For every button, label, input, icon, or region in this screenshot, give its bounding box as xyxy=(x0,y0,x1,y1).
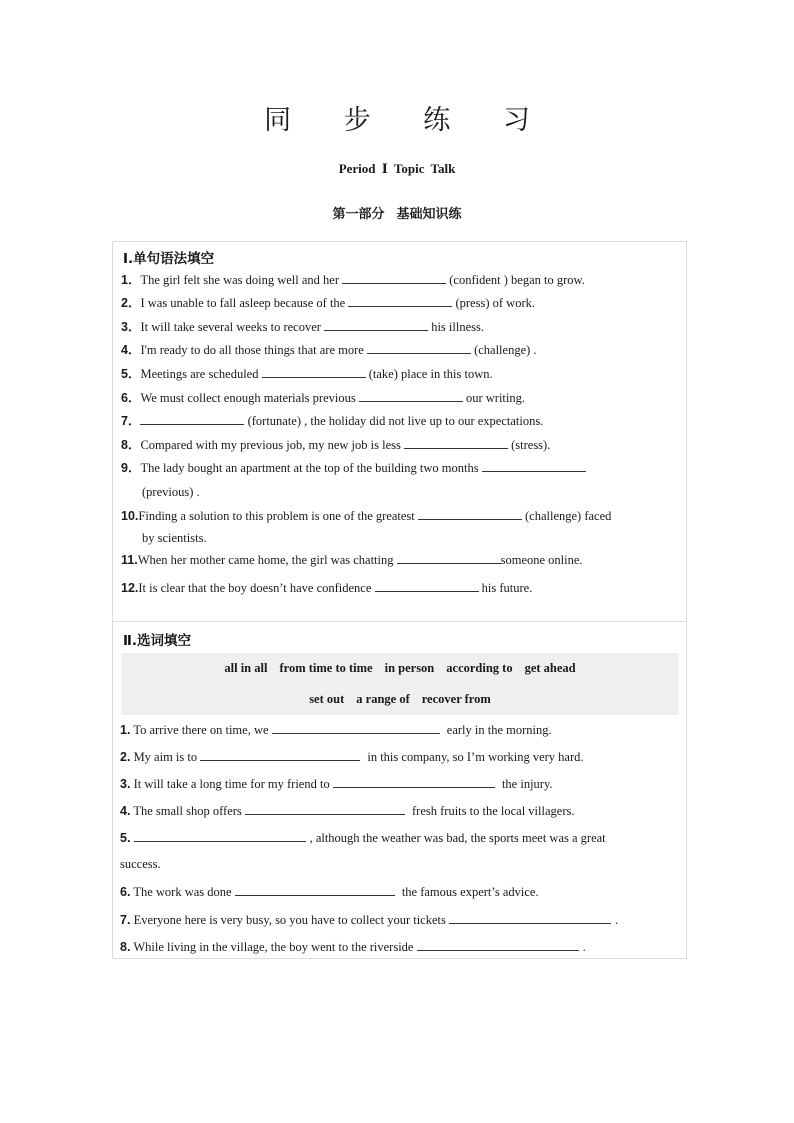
question-text: (confident ) began to grow. xyxy=(446,273,585,287)
question-number: 9． xyxy=(121,461,141,475)
section-heading: Ⅰ.单句语法填空 xyxy=(123,251,215,267)
answer-blank[interactable] xyxy=(140,410,244,425)
word-bank-row xyxy=(121,661,679,676)
question-text: It is clear that the boy doesn’t have confidence xyxy=(138,581,375,595)
question-number: 3． xyxy=(121,320,141,334)
question-text: , although the weather was bad, the sports meet was a great xyxy=(309,831,606,845)
answer-blank[interactable] xyxy=(359,387,463,402)
question-item xyxy=(121,577,532,599)
question-text: early in the morning. xyxy=(443,723,552,737)
question-text: fresh fruits to the local villagers. xyxy=(408,804,575,818)
question-continuation: (previous) . xyxy=(142,485,200,499)
question-text: We must collect enough materials previous xyxy=(140,391,359,405)
answer-blank[interactable] xyxy=(418,505,522,520)
question-item xyxy=(121,292,535,314)
question-continuation: success. xyxy=(120,857,161,871)
question-number: 4． xyxy=(121,343,141,357)
word-bank-item: a range of xyxy=(356,692,410,706)
answer-blank[interactable] xyxy=(482,457,586,472)
question-text: someone online. xyxy=(500,553,583,567)
question-number: 3. xyxy=(120,777,131,791)
question-text: It will take a long time for my friend to xyxy=(130,777,333,791)
question-text: When her mother came home, the girl was chatting xyxy=(137,553,397,567)
answer-blank[interactable] xyxy=(348,292,452,307)
question-item xyxy=(121,549,583,571)
question-text: his future. xyxy=(478,581,533,595)
question-text: It will take several weeks to recover xyxy=(140,320,325,334)
answer-blank[interactable] xyxy=(397,549,501,564)
question-item xyxy=(120,881,539,902)
question-text: Everyone here is very busy, so you have to collect your tickets xyxy=(130,913,449,927)
answer-blank[interactable] xyxy=(375,577,479,592)
word-bank-item: set out xyxy=(309,692,345,706)
question-item xyxy=(120,909,618,930)
question-text: The work was done xyxy=(130,885,235,899)
page-title: 同 步 练 习 xyxy=(264,105,552,136)
question-item xyxy=(121,316,484,338)
question-text: . xyxy=(582,940,586,954)
question-number: 2． xyxy=(121,296,141,310)
answer-blank[interactable] xyxy=(367,339,471,354)
answer-blank[interactable] xyxy=(245,800,405,815)
question-text: Compared with my previous job, my new job is less xyxy=(140,438,404,452)
question-text: The girl felt she was doing well and her xyxy=(140,273,343,287)
question-text: the injury. xyxy=(498,777,553,791)
question-item xyxy=(120,936,586,957)
question-text: Meetings are scheduled xyxy=(140,367,262,381)
answer-blank[interactable] xyxy=(449,909,611,924)
answer-blank[interactable] xyxy=(262,363,366,378)
question-text: (fortunate) , the holiday did not live up to our expectations. xyxy=(244,414,544,428)
word-bank-item: get ahead xyxy=(524,661,576,675)
answer-blank[interactable] xyxy=(417,936,579,951)
question-text: To arrive there on time, we xyxy=(130,723,272,737)
answer-blank[interactable] xyxy=(324,316,428,331)
question-item xyxy=(121,339,537,361)
question-text: The small shop offers xyxy=(130,804,245,818)
question-number: 6. xyxy=(120,885,131,899)
word-bank-row xyxy=(121,692,679,707)
question-continuation: by scientists. xyxy=(142,531,207,545)
question-item xyxy=(121,505,611,527)
question-text: his illness. xyxy=(428,320,484,334)
answer-blank[interactable] xyxy=(333,773,495,788)
question-text: I'm ready to do all those things that are more xyxy=(140,343,367,357)
answer-blank[interactable] xyxy=(272,719,440,734)
word-bank-item: from time to time xyxy=(279,661,373,675)
question-item xyxy=(121,363,493,385)
word-bank-item: in person xyxy=(384,661,435,675)
answer-blank[interactable] xyxy=(235,881,395,896)
question-number: 8． xyxy=(121,438,141,452)
question-number: 11. xyxy=(121,553,138,567)
word-bank xyxy=(121,653,679,715)
question-text: the famous expert’s advice. xyxy=(398,885,539,899)
question-text: (challenge) faced xyxy=(521,509,612,523)
question-text: (press) of work. xyxy=(452,296,535,310)
answer-blank[interactable] xyxy=(134,827,306,842)
question-number: 8. xyxy=(120,940,131,954)
question-item xyxy=(120,719,552,740)
question-item xyxy=(121,387,525,409)
question-text: Finding a solution to this problem is one of the greatest xyxy=(138,509,418,523)
section-vocab-box xyxy=(112,621,687,959)
question-text: our writing. xyxy=(462,391,525,405)
question-number: 12. xyxy=(121,581,139,595)
question-item xyxy=(121,457,586,479)
section-grammar-box xyxy=(112,241,687,622)
question-number: 1. xyxy=(120,723,131,737)
answer-blank[interactable] xyxy=(404,434,508,449)
question-text: in this company, so I’m working very hard. xyxy=(364,750,584,764)
question-number: 7． xyxy=(121,414,141,428)
part-title: 基础知识练 xyxy=(396,207,462,222)
question-text: . xyxy=(614,913,619,927)
word-bank-item: all in all xyxy=(224,661,268,675)
question-item xyxy=(121,434,550,456)
question-text: (challenge) . xyxy=(470,343,537,357)
word-bank-item: recover from xyxy=(421,692,491,706)
part-label: 第一部分 xyxy=(332,207,385,222)
question-text: I was unable to fall asleep because of the xyxy=(140,296,349,310)
question-number: 2. xyxy=(120,750,131,764)
question-number: 6． xyxy=(121,391,141,405)
question-text: My aim is to xyxy=(130,750,201,764)
answer-blank[interactable] xyxy=(200,746,360,761)
question-item xyxy=(120,773,553,794)
question-number: 10. xyxy=(121,509,139,523)
question-text: The lady bought an apartment at the top of the building two months xyxy=(140,461,482,475)
question-number: 4. xyxy=(120,804,131,818)
section-heading: Ⅱ.选词填空 xyxy=(123,633,192,649)
word-bank-item: according to xyxy=(446,661,513,675)
period-subtitle: Period Ⅰ Topic Talk xyxy=(338,161,456,176)
question-number: 7. xyxy=(120,913,131,927)
question-text: (take) place in this town. xyxy=(365,367,493,381)
question-text: (stress). xyxy=(507,438,551,452)
answer-blank[interactable] xyxy=(342,269,446,284)
part-heading xyxy=(0,203,794,222)
question-item xyxy=(120,827,606,848)
question-number: 5. xyxy=(120,831,131,845)
question-item xyxy=(120,746,584,767)
question-number: 5． xyxy=(121,367,141,381)
question-item xyxy=(121,410,543,432)
question-number: 1． xyxy=(121,273,141,287)
question-text: While living in the village, the boy went to the riverside xyxy=(130,940,417,954)
question-item xyxy=(120,800,574,821)
question-item xyxy=(121,269,585,291)
